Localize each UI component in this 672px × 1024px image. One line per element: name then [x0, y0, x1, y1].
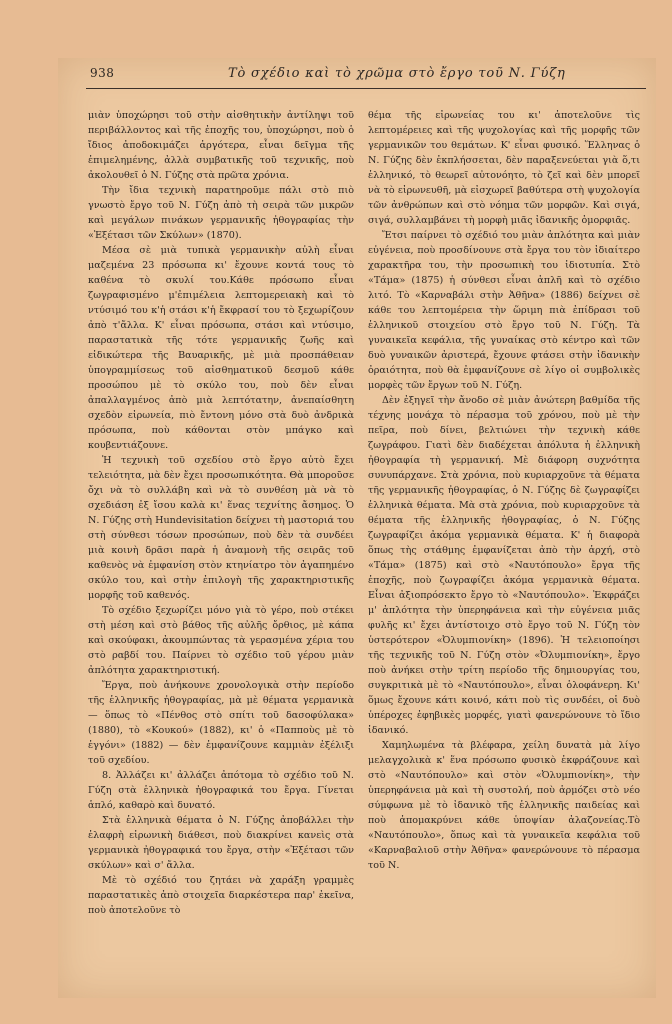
paragraph: Μὲ τὸ σχέδιό του ζητάει νὰ χαράξη γραμμὲς παραστατικὲς ἀπὸ στοιχεῖα διαρκέστερα παρ' ἐκεῖνα, ποὺ ἀποτελοῦνε τὸ: [88, 875, 354, 916]
running-title: Τὸ σχέδιο καὶ τὸ χρῶμα στὸ ἔργο τοῦ Ν. Γύζη: [228, 66, 566, 81]
header-rule: [86, 88, 646, 89]
paragraph: Τὴν ἴδια τεχνικὴ παρατηροῦμε πάλι στὸ πιὸ γνωστὸ ἔργο τοῦ Ν. Γύζη ἀπὸ τὴ σειρὰ τῶν μικρῶν καὶ μεγάλων πινάκων γερμανικῆς ἠθογραφίας τὴν «Ἐξέτασι τῶν Σκύλων» (1870).: [88, 185, 354, 241]
paragraph: Δὲν ἐξηγεῖ τὴν ἄνοδο σὲ μιὰν ἀνώτερη βαθμίδα τῆς τέχνης μονάχα τὸ πέρασμα τοῦ χρόνου, ποὺ μὲ τὴν πεῖρα, ποὺ δίνει, βελτιώνει τὴν τεχνικὴ κάθε ζωγράφου. Γιατὶ δὲν διαδέχεται ἀπόλυτα ἡ ἑλληνικὴ ἠθογραφία τὴ γερμανική. Μὲ διάφορη συχνότητα συνυπάρχανε. Στὰ χρόνια, ποὺ κυριαρχοῦνε τὰ θέματα τῆς γερμανικῆς ἠθογραφίας, ὁ Ν. Γύζης δὲ ζωγραφίζει ἑλληνικὰ θέματα. Μὰ στὰ χρόνια, ποὺ κυριαρχοῦνε τὰ θέματα τῆς ἑλληνικῆς ἠθογραφίας, ὁ Ν. Γύζης ζωγραφίζει ἀκόμα γερμανικὰ θέματα. Κ' ἡ διαφορὰ ὅπως τὴς στάθμης ἐμφανίζεται ἀπὸ τὴν ἀρχή, στὸ «Τάμα» (1875) καὶ στὸ «Ναυτόπουλο» ἔργα τῆς ἐποχῆς, ποὺ ζωγραφίζει ἀκόμα γερμανικὰ θέματα. Εἶναι ἀξιοπρόσεκτο ἔργο τὸ «Ναυτόπουλο». Ἐκφράζει μ' ἁπλότητα τὴν ὑπερηφάνεια καὶ τὴν εὐγένεια μιᾶς φυλῆς κι' ἔχει ἀντίστοιχο στὸ ἔργο τοῦ Ν. Γύζη τὸν ὑστερότερον «Ὀλυμπιονίκη» (1896). Ἡ τελειοποίησι τῆς τεχνικῆς τοῦ Ν. Γύζη στὸν «Ὀλυμπιονίκη», ἔργο ποὺ ἀνήκει στὴν τρίτη περίοδο τῆς δημιουργίας του, συγκριτικὰ μὲ τὸ «Ναυτόπουλο», εἶναι ὁλοφάνερη. Κι' ὅμως ἔχουνε κάτι κοινό, κάτι ποὺ τὶς συνδέει, οἱ δυὸ ὑπέροχες ἐφηβικὲς μορφές, γιατὶ φανερώνουνε τὸ ἴδιο ἰδανικό.: [368, 395, 640, 736]
left-column: [88, 108, 354, 918]
paragraph: Μέσα σὲ μιὰ τυπικὰ γερμανικὴν αὐλὴ εἶναι μαζεμένα 23 πρόσωπα κι' ἔχουνε κοντά τους τὸ καθένα τὸ σκυλί του.Κάθε πρόσωπο εἶναι ζωγραφισμένο μ'ἐπιμέλεια λεπτομερειακὴ καὶ τὸ ντύσιμό του κ'ἡ στάσι κ'ἡ ἔκφρασί του τὸ ξεχωρίζουν ἀπὸ τ'ἄλλα. Κ' εἶναι πρόσωπα, στάσι καὶ ντύσιμο, παραστατικὰ τῆς τότε γερμανικῆς ζωῆς καὶ εἰδικώτερα τῆς Βαυαρικῆς, μὲ μιὰ προσπάθειαν ὑπογραμμίσεως τοῦ αἰσθηματικοῦ δεσμοῦ κάθε προσώπου μὲ τὸ σκύλο του, ποὺ δὲν εἶναι ἀπαλλαγμένος ἀπὸ μιὰ λεπτότατην, ἀνεπαίσθητη σχεδὸν εἰρωνεία, πιὸ ἔντονη μόνο στὰ δυὸ ἀνδρικὰ πρόσωπα, ποὺ κάθονται στὸν μπάγκο καὶ κουβεντιάζουνε.: [88, 245, 354, 451]
paragraph: Ἡ τεχνικὴ τοῦ σχεδίου στὸ ἔργο αὐτὸ ἔχει τελειότητα, μὰ δὲν ἔχει προσωπικότητα. Θὰ μποροῦσε ὄχι νὰ τὸ συλλάβη καὶ νὰ τὸ συνθέση μὰ νὰ τὸ σχεδιάση ἐξ ἴσου καλὰ κι' ἕνας τεχνίτης ἄσημος. Ὁ Ν. Γύζης στὴ Hundevisitation δείχνει τὴ μαστοριά του στὴ σύνθεσι τόσων προσώπων, ποὺ δὲν τὰ συνδέει μιὰ κοινὴ δρᾶσι παρὰ ἡ ἀναμονὴ τῆς σειρᾶς τοῦ καθενὸς νὰ ἐμφανίση στὸν κτηνίατρο τὸν ἀγαπημένο σκύλο του, καὶ στὴν ἐπιλογὴ τῆς χαρακτηριστικῆς μορφῆς τοῦ καθενός.: [88, 455, 354, 601]
paragraph: Ἔτσι παίρνει τὸ σχέδιό του μιὰν ἁπλότητα καὶ μιὰν εὐγένεια, ποὺ προσδίνουνε στὰ ἔργα του τὸν ἰδιαίτερο χαρακτῆρα του, τὴν προσωπικὴ του ἰδιοτυπία. Στὸ «Τάμα» (1875) ἡ σύνθεσι εἶναι ἁπλῆ καὶ τὸ σχέδιο λιτό. Τὸ «Καρναβάλι στὴν Ἀθῆνα» (1886) δείχνει σὲ κάθε του λεπτομέρεια τὴν ὥριμη πιὰ ἐπίδρασι τοῦ ἑλληνικοῦ στοιχείου στὸ ἔργο τοῦ Ν. Γύζη. Τὰ γυναικεῖα κεφάλια, τῆς γυναίκας στὸ κέντρο καὶ τῶν δυὸ γυναικῶν ἀριστερά, ἔχουνε φτάσει στὴν ἰδανικὴν ὀραιότητα, ποὺ θὰ ἐμφανίζουνε σὲ λίγο οἱ συμβολικὲς μορφὲς τῶν ἔργων τοῦ Ν. Γύζη.: [368, 230, 640, 391]
paragraph: θέμα τῆς εἰρωνείας του κι' ἀποτελοῦνε τὶς λεπτομέρειες καὶ τῆς ψυχολογίας καὶ τῆς μορφῆς τῶν γερμανικῶν του θεμάτων. Κ' εἶναι φυσικό. Ἕλληνας ὁ Ν. Γύζης δὲν ἐκπλήσσεται, δὲν παραξενεύεται γιὰ ὅ,τι ἑλληνικό, τὸ θεωρεῖ αὐτονόητο, τὸ ζεῖ καὶ δὲν μπορεῖ νὰ τὸ εἰρωνευθῆ, μὰ εἰσχωρεῖ βαθύτερα στὴ ψυχολογία τῶν ἀνθρώπων καὶ στὸ νόημα τῶν μορφῶν. Καὶ σιγά, σιγά, συλλαμβάνει τὴ μορφὴ μιᾶς ἰδανικῆς ὁμορφιᾶς.: [368, 110, 640, 226]
right-column: [368, 108, 640, 873]
paragraph: Τὸ σχέδιο ξεχωρίζει μόνο γιὰ τὸ γέρο, ποὺ στέκει στὴ μέση καὶ στὸ βάθος τῆς αὐλῆς ὄρθιος, μὲ κάπα καὶ σκούφακι, ἀκουμπώντας τὰ γερασμένα χέρια του στὸ ραβδί του. Παίρνει τὸ σχέδιο τοῦ γέρου μιὰν ἀπλότητα χαρακτηριστική.: [88, 605, 354, 676]
page-number: 938: [90, 66, 115, 80]
paragraph: Ἔργα, ποὺ ἀνήκουνε χρονολογικὰ στὴν περίοδο τῆς ἑλληνικῆς ἠθογραφίας, μὰ μὲ θέματα γερμανικὰ — ὅπως τὸ «Πένθος στὸ σπίτι τοῦ δασοφύλακα» (1880), τὸ «Κουκού» (1882), κι' ὁ «Παπποὺς μὲ τὸ ἐγγόνι» (1882) — δὲν ἐμφανίζουνε καμμιὰν ἐξέλιξι τοῦ σχεδίου.: [88, 680, 354, 766]
paragraph: Στὰ ἑλληνικὰ θέματα ὁ Ν. Γύζης ἀποβάλλει τὴν ἐλαφρὴ εἰρωνικὴ διάθεσι, ποὺ διακρίνει κανεὶς στὰ γερμανικὰ ἠθογραφικά του ἔργα, στὴν «Ἐξέτασι τῶν σκύλων» καὶ σ' ἄλλα.: [88, 815, 354, 871]
section-paragraph: 8. Ἀλλάζει κι' ἀλλάζει ἀπότομα τὸ σχέδιο τοῦ Ν. Γύζη στὰ ἑλληνικὰ ἠθογραφικά του ἔργα. Γίνεται ἁπλό, καθαρὸ καὶ δυνατό.: [88, 770, 354, 811]
paragraph: μιὰν ὑποχώρησι τοῦ στὴν αἰσθητικὴν ἀντίληψι τοῦ περιβάλλοντος καὶ τῆς ἐποχῆς του, ὑποχώρησι, ποὺ ὁ ἴδιος ἀποδοκιμάζει ἀργότερα, εἶναι δεῖγμα τῆς ἐπιμελημένης, ἀλλὰ συμβατικῆς τοῦ τεχνικῆς, ποὺ ἀκολουθεῖ ὁ Ν. Γύζης στὰ πρῶτα χρόνια.: [88, 110, 354, 181]
paragraph: Χαμηλωμένα τὰ βλέφαρα, χείλη δυνατὰ μὰ λίγο μελαγχολικὰ κ' ἕνα πρόσωπο φυσικὸ ἐκφράζουνε καὶ στὸ «Ναυτόπουλο» καὶ στὸν «Ὀλυμπιονίκη», τὴν ὑπερηφάνεια μὰ καὶ τὴ συστολή, ποὺ ἁρμόζει στὸ νέο σύμφωνα μὲ τὸ ἰδανικὸ τῆς ἑλληνικῆς παιδείας καὶ ποὺ ἀπομακρύνει κάθε ὑποψίαν ἀλαζονείας.Τὸ «Ναυτόπουλο», ὅπως καὶ τὰ γυναικεῖα κεφάλια τοῦ «Καρναβαλιοῦ στὴν Ἀθῆνα» φανερώνουνε τὸ πέρασμα τοῦ Ν.: [368, 740, 640, 871]
book-page: [58, 58, 656, 998]
